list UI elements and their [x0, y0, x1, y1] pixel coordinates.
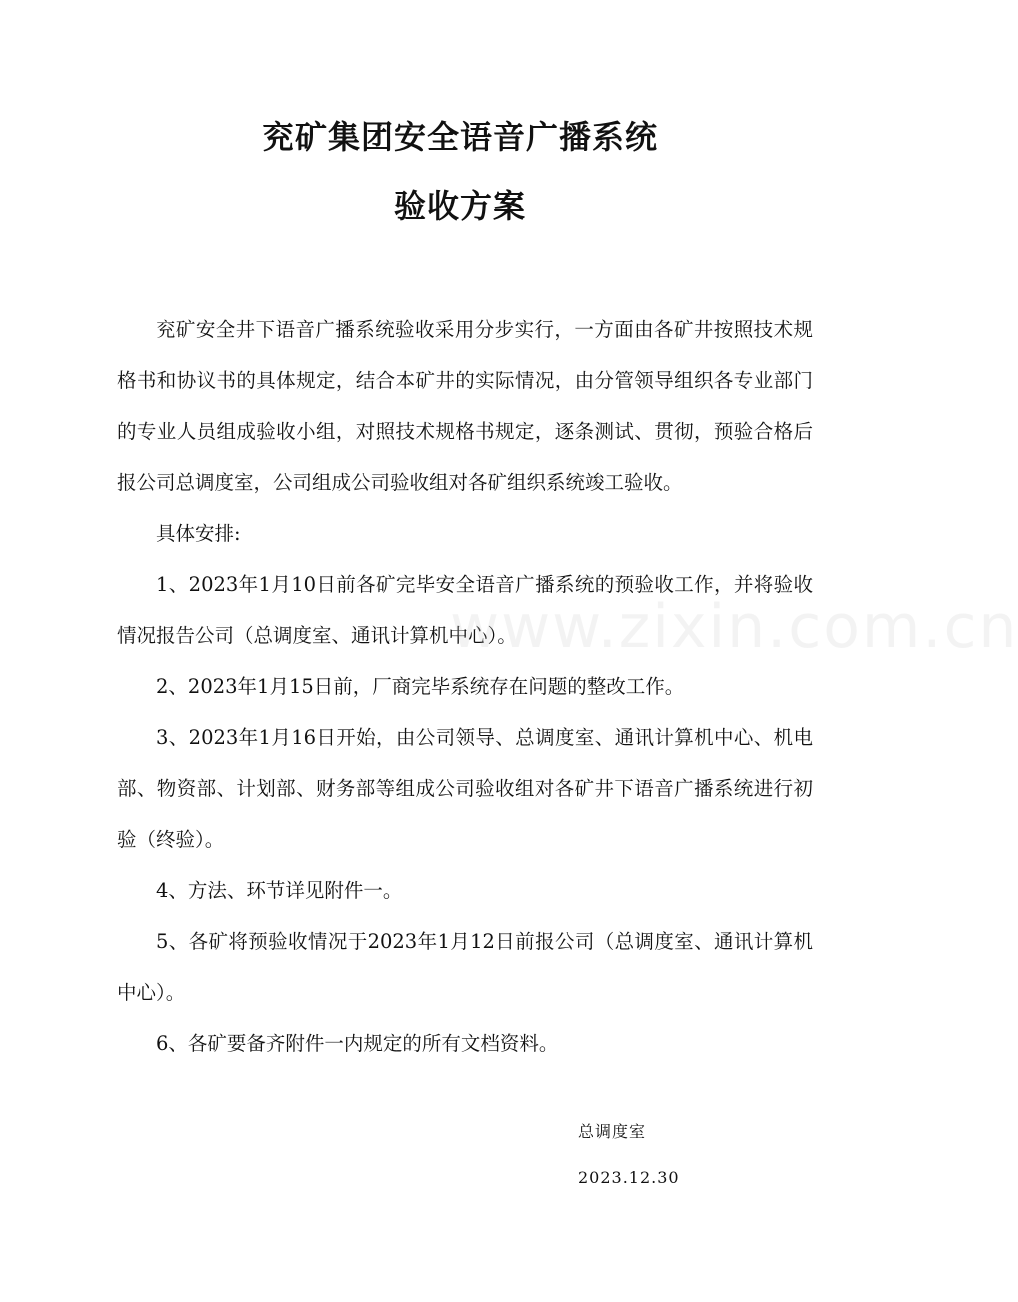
signature-department: 总调度室 — [578, 1122, 647, 1141]
signature-date: 2023.12.30 — [578, 1168, 680, 1187]
document-title: 兖矿集团安全语音广播系统 — [261, 118, 658, 156]
paragraph-item-3: 3、2023年1月16日开始，由公司领导、总调度室、通讯计算机中心、机电部、物资部、计划部、财务部等组成公司验收组对各矿井下语音广播系统进行初验（终验）。 — [117, 726, 813, 851]
paragraph-item-6: 6、各矿要备齐附件一内规定的所有文档资料。 — [156, 1032, 559, 1055]
document-body — [117, 304, 813, 1069]
watermark: www.zixin.com.cn — [450, 592, 1018, 662]
paragraph-item-2: 2、2023年1月15日前，厂商完毕系统存在问题的整改工作。 — [156, 675, 685, 698]
document-subtitle: 验收方案 — [393, 187, 526, 225]
paragraph-item-1: 1、2023年1月10日前各矿完毕安全语音广播系统的预验收工作，并将验收情况报告公司（总调度室、通讯计算机中心）。 — [117, 573, 813, 647]
paragraph-intro: 兖矿安全井下语音广播系统验收采用分步实行，一方面由各矿井按照技术规格书和协议书的具体规定，结合本矿井的实际情况，由分管领导组织各专业部门的专业人员组成验收小组，对照技术规格书规定，逐条测试、贯彻，预验合格后报公司总调度室，公司组成公司验收组对各矿组织系统竣工验收。 — [117, 318, 813, 494]
paragraph-item-4: 4、方法、环节详见附件一。 — [156, 879, 403, 902]
paragraph-arrangement-heading: 具体安排: — [156, 522, 241, 545]
paragraph-item-5: 5、各矿将预验收情况于2023年1月12日前报公司（总调度室、通讯计算机中心）。 — [117, 930, 813, 1004]
